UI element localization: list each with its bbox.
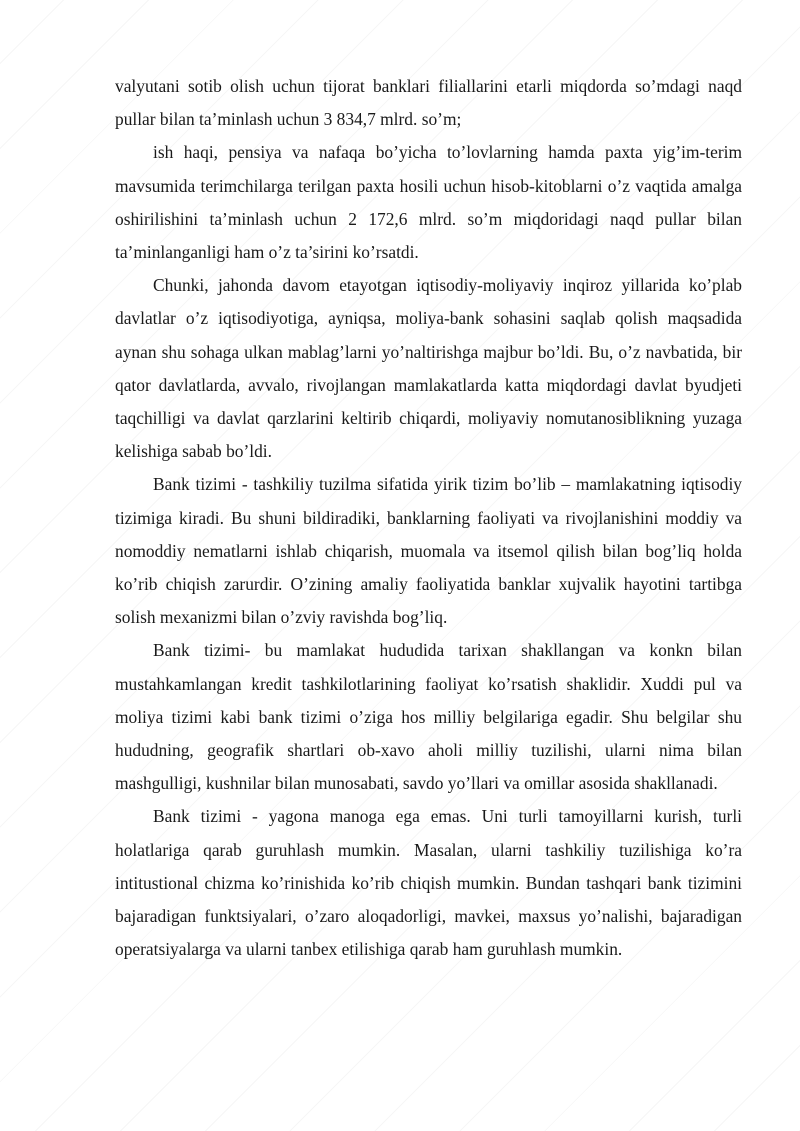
paragraph-5: Bank tizimi- bu mamlakat hududida tarixan shakllangan va konkn bilan mustahkamlangan kredit tashkilotlarining faoliyat ko’rsatish shaklidir. Xuddi pul va moliya tizimi kabi bank tizimi o’ziga hos milliy belgilariga egadir. Shu belgilar shu hududning, geografik shartlari ob-xavo aholi milliy tuzilishi, ularni nima bilan mashgulligi, kushnilar bilan munosabati, savdo yo’llari va omillar asosida shakllanadi. <box>115 640 742 794</box>
document-body <box>115 70 742 966</box>
paragraph-3: Chunki, jahonda davom etayotgan iqtisodiy-moliyaviy inqiroz yillarida ko’plab davlatlar o’z iqtisodiyotiga, ayniqsa, moliya-bank sohasini saqlab qolish maqsadida aynan shu sohaga ulkan mablag’larni yo’naltirishga majbur bo’ldi. Bu, o’z navbatida, bir qator davlatlarda, avvalo, rivojlangan mamlakatlarda katta miqdordagi davlat byudjeti taqchilligi va davlat qarzlarini keltirib chiqardi, moliyaviy nomutanosiblikning yuzaga kelishiga sabab bo’ldi. <box>115 275 742 462</box>
paragraph-1: valyutani sotib olish uchun tijorat banklari filiallarini etarli miqdorda so’mdagi naqd pullar bilan ta’minlash uchun 3 834,7 mlrd. so’m; <box>115 76 742 130</box>
paragraph-4: Bank tizimi - tashkiliy tuzilma sifatida yirik tizim bo’lib – mamlakatning iqtisodiy tizimiga kiradi. Bu shuni bildiradiki, banklarning faoliyati va rivojlanishini moddiy va nomoddiy nematlarni ishlab chiqarish, muomala va itsemol qilish bilan bog’liq holda ko’rib chiqish zarurdir. O’zining amaliy faoliyatida banklar xujvalik hayotini tartibga solish mexanizmi bilan o’zviy ravishda bog’liq. <box>115 474 742 628</box>
paragraph-2: ish haqi, pensiya va nafaqa bo’yicha to’lovlarning hamda paxta yig’im-terim mavsumida terimchilarga terilgan paxta hosili uchun hisob-kitoblarni o’z vaqtida amalga oshirilishini ta’minlash uchun 2 172,6 mlrd. so’m miqdoridagi naqd pullar bilan ta’minlanganligi ham o’z ta’sirini ko’rsatdi. <box>115 142 742 263</box>
paragraph-6: Bank tizimi - yagona manoga ega emas. Uni turli tamoyillarni kurish, turli holatlariga qarab guruhlash mumkin. Masalan, ularni tashkiliy tuzilishiga ko’ra intitustional chizma ko’rinishida ko’rib chiqish mumkin. Bundan tashqari bank tizimini bajaradigan funktsiyalari, o’zaro aloqadorligi, mavkei, maxsus yo’nalishi, bajaradigan operatsiyalarga va ularni tanbex etilishiga qarab ham guruhlash mumkin. <box>115 806 742 960</box>
